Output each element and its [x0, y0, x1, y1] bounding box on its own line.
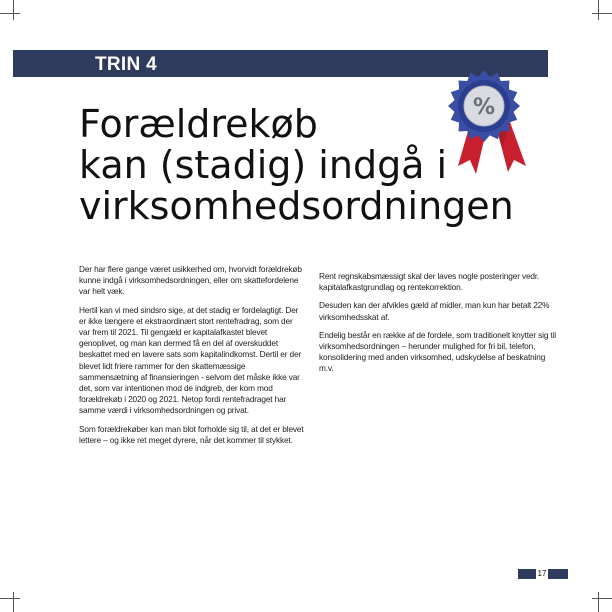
- left-column: [79, 264, 304, 453]
- step-label: TRIN 4: [95, 54, 157, 75]
- right-column: [319, 271, 559, 382]
- crop-mark: [13, 592, 14, 612]
- crop-mark: [598, 592, 599, 612]
- crop-mark: [592, 13, 612, 14]
- paragraph: Endelig består en række af de fordele, som traditionelt knytter sig til virksomhedsordningen – herunder mulighed for fri bil, telefon, konsolidering med anden virksomhed, udskydelse af beskatning m.v.: [319, 329, 556, 374]
- crop-mark: [13, 0, 14, 20]
- crop-mark: [0, 598, 20, 599]
- badge-symbol: %: [472, 95, 496, 120]
- title-line: kan (stadig) indgå i: [79, 143, 448, 187]
- crop-mark: [592, 598, 612, 599]
- paragraph: Desuden kan der afvikles gæld af midler, man kun har betalt 22% virksomhedsskat af.: [319, 300, 550, 322]
- page-number: 17: [537, 569, 547, 578]
- paragraph: Rent regnskabsmæssigt skal der laves nogle posteringer vedr. kapitalafkastgrundlag og rentekorrektion.: [319, 271, 540, 293]
- crop-mark: [598, 0, 599, 20]
- crop-mark: [0, 13, 20, 14]
- paragraph: Hertil kan vi med sindsro sige, at det stadig er fordelagtigt. Der er ikke længere et ekstraordinært stort rentefradrag, som der var frem til 2021. Til gengæld er kapitalafkastet blevet genoplivet, og man kan dermed få en del af overskuddet beskattet med en lavere sats som kapitalindkomst. Dertil er der blevet lidt friere rammer for den skattemæssige sammensætning af finansieringen - selvom det måske ikke var det, som var intentionen mod de indgreb, der kom mod forældrekøb i 2020 og 2021. Netop fordi rentefradraget har samme værdi i virksomhedsordningen og privat.: [79, 304, 302, 416]
- footer-bar: [518, 569, 536, 579]
- paragraph: Der har flere gange været usikkerhed om, hvorvidt forældrekøb kunne indgå i virksomhedsordningen, eller om skattefordelene var helt væk.: [79, 264, 302, 297]
- title-line: Forældrekøb: [79, 102, 318, 146]
- percent-rosette-icon: [440, 66, 530, 182]
- title-line: virksomhedsordningen: [79, 184, 514, 228]
- footer-bar: [548, 569, 568, 579]
- paragraph: Som forældrekøber kan man blot forholde sig til, at det er blevet lettere – og ikke ret meget dyrere, når det kommer til stykket.: [79, 423, 304, 445]
